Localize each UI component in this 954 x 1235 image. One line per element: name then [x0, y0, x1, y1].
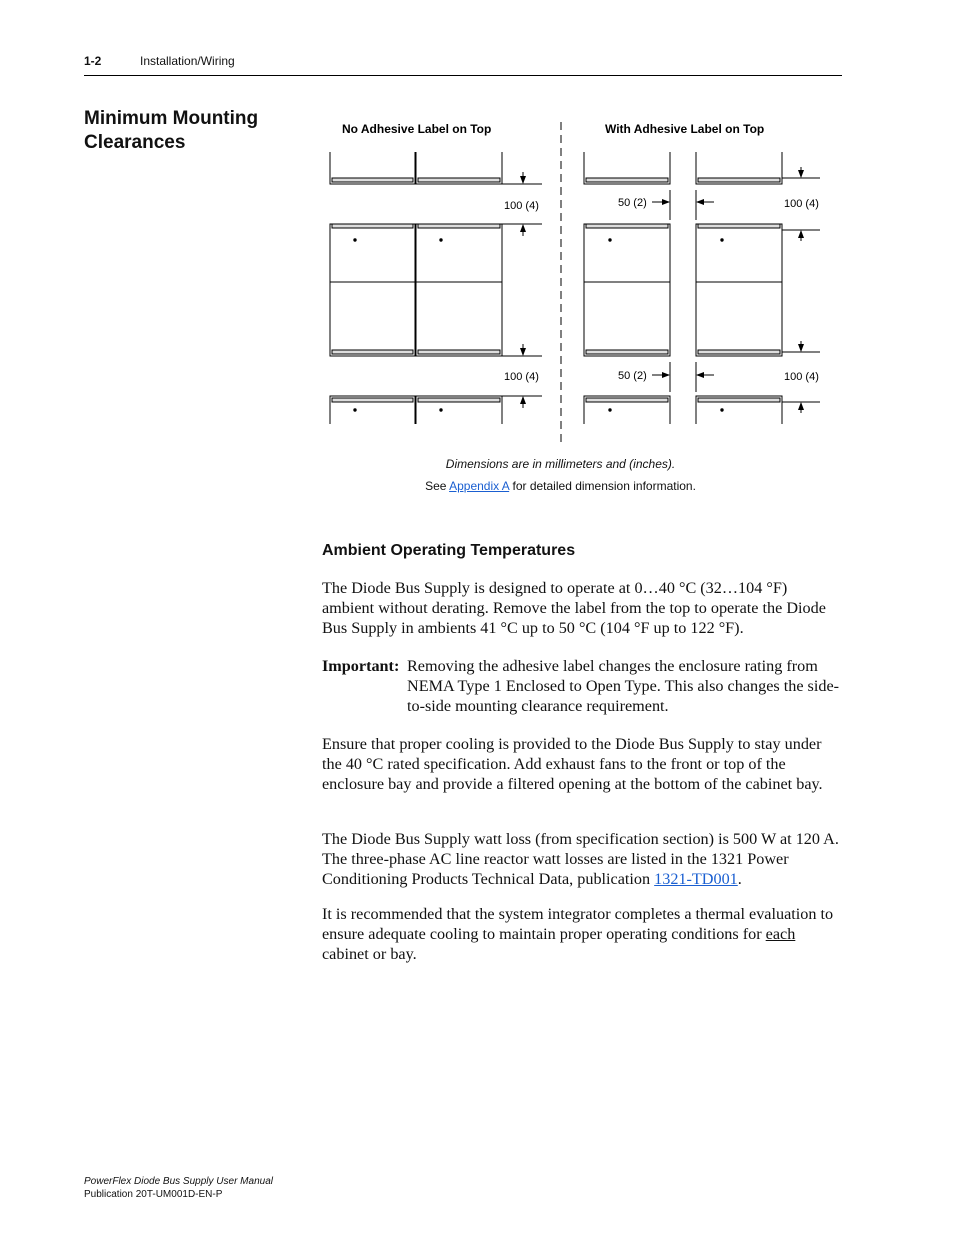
dim-side-bottom: 50 (2): [618, 370, 647, 382]
p3-end: .: [737, 870, 742, 888]
no-label-heading: No Adhesive Label on Top: [342, 122, 492, 136]
left-main-units: [330, 224, 502, 356]
p4-text: It is recommended that the system integrator completes a thermal evaluation to ensure adequate cooling to maintain proper operating conditions for: [322, 905, 834, 943]
left-top-units: [330, 152, 502, 184]
dim-left-bottom: 100 (4): [504, 371, 539, 383]
right-bottom-units: [584, 396, 782, 424]
appendix-a-link[interactable]: Appendix A: [449, 479, 510, 493]
mounting-clearance-diagram: [320, 112, 840, 452]
td001-link[interactable]: 1321-TD001: [654, 870, 738, 888]
paragraph-thermal-evaluation: [322, 904, 842, 964]
page-number: 1-2: [84, 54, 102, 68]
see-suffix: for detailed dimension information.: [509, 479, 696, 493]
footer-publication: Publication 20T-UM001D-EN-P: [84, 1189, 223, 1200]
dim-side-top: 50 (2): [618, 197, 647, 209]
p4-emphasis: each: [765, 925, 796, 943]
dim-right-bottom: 100 (4): [784, 371, 819, 383]
p4-end: cabinet or bay.: [322, 945, 417, 963]
with-label-heading: With Adhesive Label on Top: [605, 122, 765, 136]
footer-manual-title: PowerFlex Diode Bus Supply User Manual: [84, 1176, 273, 1187]
see-prefix: See: [425, 479, 450, 493]
right-main-units: [584, 224, 782, 356]
running-head: Installation/Wiring: [140, 54, 235, 68]
dim-left-top: 100 (4): [504, 200, 539, 212]
left-bottom-units: [330, 396, 502, 424]
important-text: Removing the adhesive label changes the enclosure rating from NEMA Type 1 Enclosed to Open Type. This also changes the side-to-side mounting clearance requirement.: [407, 657, 840, 715]
important-label: Important:: [322, 657, 400, 675]
dim-right-top: 100 (4): [784, 198, 819, 210]
paragraph-cooling: Ensure that proper cooling is provided to the Diode Bus Supply to stay under the 40 °C rated specification. Add exhaust fans to the front or top of the enclosure bay and provide a filtered opening at the bottom of the cabinet bay.: [322, 735, 823, 793]
section-title: Minimum Mounting Clearances: [84, 108, 259, 153]
header-rule: [84, 75, 842, 76]
paragraph-ambient: The Diode Bus Supply is designed to operate at 0…40 °C (32…104 °F) ambient without derating. Remove the label from the top to operate the Diode Bus Supply in ambients 41 °C up to 50 °C (104 °F up to 122 °F).: [322, 579, 826, 637]
right-top-units: [584, 152, 782, 184]
paragraph-watt-loss: [322, 829, 842, 889]
see-appendix-line: [320, 479, 801, 493]
p3-text: The Diode Bus Supply watt loss (from specification section) is 500 W at 120 A. The three-phase AC line reactor watt losses are listed in the 1321 Power Conditioning Products Technical Data, publication: [322, 830, 839, 888]
diagram-caption: Dimensions are in millimeters and (inches).: [445, 457, 676, 471]
subsection-title: Ambient Operating Temperatures: [322, 542, 576, 559]
